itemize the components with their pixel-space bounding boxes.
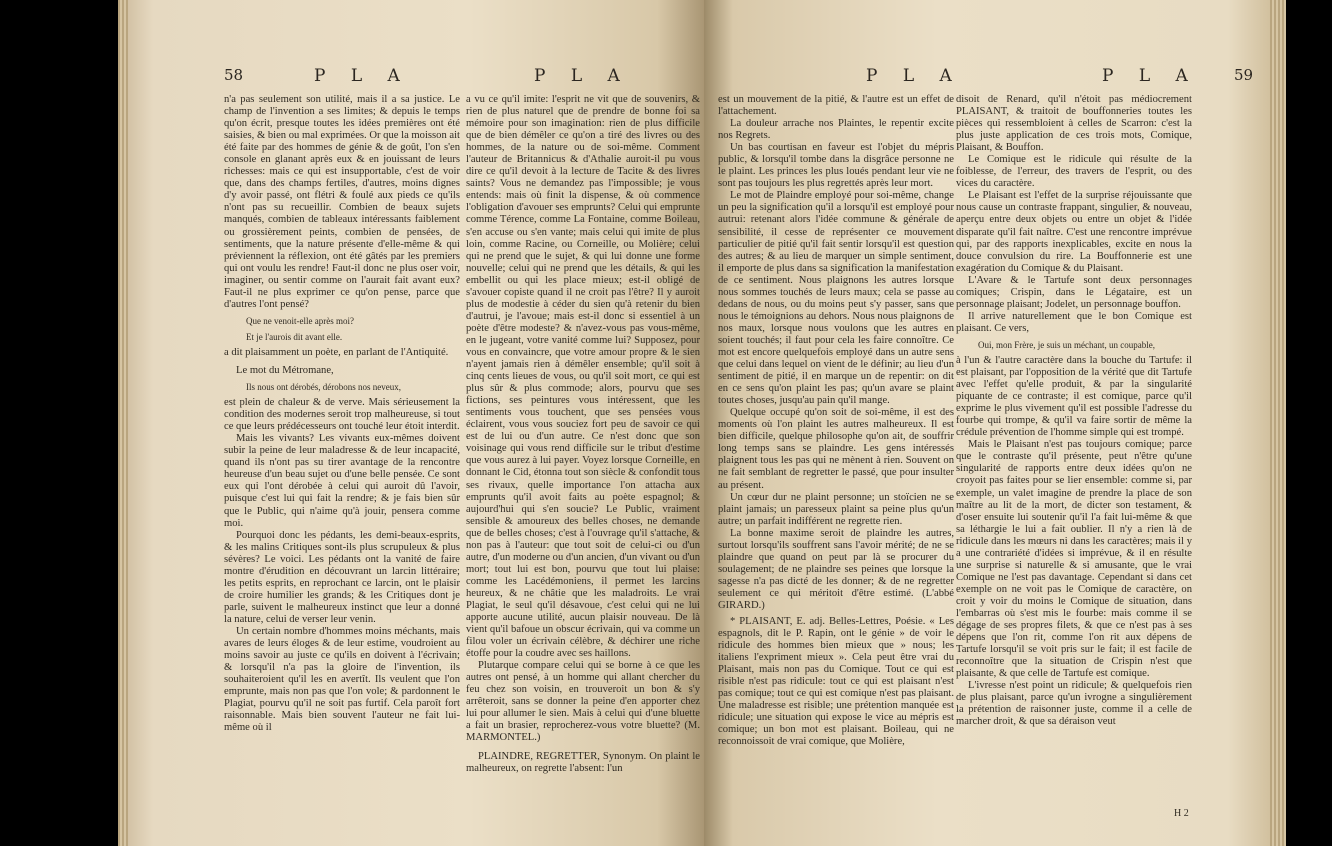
paragraph: Un certain nombre d'hommes moins méchants, mais avares de leurs éloges & de leur estime, voudroient au moins savoir au juste ce qu'ils en doivent à l'écrivain; & lorsqu'il n'a pas la gloire de l'invention, ils souhaiteroient qu'il les en avertît. Ils veulent que l'on emprunte, mais non pas que l'on vole; & pardonnent le Plagiat, pourvu qu'il ne soit pas furtif. Cela paroît fort raisonnable. Mais bien souvent l'auteur ne fait lui-même où il xyxy=(224,625,460,734)
paragraph: est plein de chaleur & de verve. Mais sérieusement la condition des modernes seroit trop malheureuse, si tout ce que leurs prédécesseurs ont touché leur étoit interdit. xyxy=(224,397,460,433)
running-head-left-a: P L A xyxy=(314,66,410,86)
paragraph: PLAINDRE, REGRETTER, Synonym. On plaint le malheureux, on regrette l'absent: l'un xyxy=(466,750,700,774)
citation-line: Ils nous ont dérobés, dérobons nos neveux, xyxy=(246,382,401,393)
right-column-1 xyxy=(718,94,954,749)
right-page xyxy=(704,0,1286,846)
paragraph: Le Plaisant est l'effet de la surprise réjouissante que nous cause un contraste frappant, singulier, & nouveau, aperçu entre deux objets ou entre un objet & l'idée disparate qu'il fait naître. C'est une rencontre imprévue qui, par des rapports inexplicables, excite en nous la douce convulsion du rire. La Bouffonnerie est une exagération du Comique & du Plaisant. xyxy=(956,190,1192,274)
paragraph: La douleur arrache nos Plaintes, le repentir excite nos Regrets. xyxy=(718,118,954,142)
left-column-2 xyxy=(466,94,700,775)
right-page-edge xyxy=(1270,0,1286,846)
paragraph: * PLAISANT, E. adj. Belles-Lettres, Poésie. « Les espagnols, dit le P. Rapin, ont le génie » de voir le ridicule des hommes bien mieux que » nous; les italiens l'expriment mieux ». Cela peut être vrai du Plaisant, mais non pas du Comique. Tout ce qui est risible n'est pas ridicule: tout ce qui est plaisant n'est pas comique; tout ce qui est comique n'est pas plaisant. Une maladresse est risible; une prétention manquée est ridicule; une situation qui expose le vice au mépris est comique; un bon mot est plaisant. Boileau, qui ne reconnoissoit de vrai comique, que Molière, xyxy=(718,616,954,748)
open-book xyxy=(118,0,1286,846)
paragraph: Pourquoi donc les pédants, les demi-beaux-esprits, & les malins Critiques sont-ils plus scrupuleux & plus sévères? Le voici. Les pédants ont la vanité de faire montre d'érudition en découvrant un larcin littéraire; les petits esprits, en reprochant ce larcin, ont le plaisir de croire humilier les grands; & les Critiques dont je parle, suivent le malheureux instinct que leur a donné la nature, celui de verser leur venin. xyxy=(224,529,460,625)
paragraph: est un mouvement de la pitié, & l'autre est un effet de l'attachement. xyxy=(718,94,954,118)
paragraph: a vu ce qu'il imite: l'esprit ne vit que de souvenirs, & rien de plus naturel que de prendre de bonne foi sa mémoire pour son imagination: rien de plus difficile que de bien démêler ce qu'on a tiré des livres ou des hommes, de la nature ou de soi-même. Comment l'auteur de Britannicus & d'Athalie auroit-il pu vous dire ce qu'il devoit à la lecture de Tacite & des livres saints? Vous ne demandez pas l'impossible; je vous entends: mais où finit la dispense, & où commence l'obligation d'avouer ses emprunts? Celui qui emprunte comme Térence, comme La Fontaine, comme Boileau, s'en accuse ou s'en vante; mais celui qui imite de plus loin, comme Racine, ou Corneille, ou Molière; celui qui ne prend que le sujet, & qui lui donne une forme nouvelle; celui qui ne prend que les détails, & qui les embellit ou qui les place mieux; est-il obligé de s'avouer copiste quand il ne croit pas l'être? Il y auroit plus de modestie à céder du sien qu'à retenir du bien d'autrui, je l'avoue; mais est-il donc si essentiel à un poète d'être modeste? & n'avez-vous pas vous-même, en le jugeant, votre vanité comme lui? Supposez, pour vous en convaincre, que votre amour propre & le sien n'ayent jamais rien à démêler ensemble; qu'il soit à cinq cents lieues de vous, ou qu'il soit mort, ce qui est plus sûr & plus commode; alors, pourvu que ses fictions, ses peintures vous intéressent, que les sentiments vous touchent, que ses pensées vous éclairent, vous vous souciez fort peu de savoir ce qui est de lui ou d'un autre. Ce n'est donc que son voisinage qui vous rend difficile sur le tribut d'estime que vous aurez à lui payer. Voyez lorsque Corneille, en donnant le Cid, étonna tout son siècle & confondit tous ses rivaux, quelle importance l'on attacha aux emprunts qu'il avoit faits au poète espagnol; & aujourd'hui qui s'en soucie? Le Public, vraiment sensible & amoureux des belles choses, ne demande que de belles choses; c'est à l'ouvrage qu'il s'attache, & non pas à l'auteur: que tout soit de celui-ci ou d'un autre, d'un moderne ou d'un ancien, d'un vivant ou d'un mort; tout lui est bon, pourvu que tout lui plaise: comme les Lacédémoniens, il permet les larcins heureux, & ne châtie que les maladroits. Le vrai Plagiat, le seul qu'il désavoue, c'est celui qui ne lui apporte aucune utilité, aucun plaisir nouveau. De là vient qu'il bafoue un obscur écrivain, qui va comme un filou voler un écrivain célèbre, & déchirer une riche étoffe pour la coudre avec ses haillons. xyxy=(466,94,700,660)
paragraph: a dit plaisamment un poète, en parlant de l'Antiquité. xyxy=(224,346,449,358)
running-head-left-b: P L A xyxy=(534,66,630,86)
paragraph: Quelque occupé qu'on soit de soi-même, il est des moments où l'on plaint les autres malheureux. Il est bien difficile, quelque philosophe qu'on ait, de souffrir long temps sans se plaindre. Les gens intéressés plaignent tous les pas qui ne mènent à rien. Souvent on ne fait semblant de regretter le passé, que pour insulter au présent. xyxy=(718,407,954,491)
left-column-1 xyxy=(224,94,460,734)
citation-line: Et je l'aurois dit avant elle. xyxy=(246,331,343,342)
paragraph: L'Avare & le Tartufe sont deux personnages comiques; Crispin, dans le Légataire, est un personnage plaisant; Jodelet, un personnage bouffon. xyxy=(956,274,1192,310)
citation-line: Oui, mon Frère, je suis un méchant, un coupable, xyxy=(978,339,1155,350)
paragraph: disoit de Renard, qu'il n'étoit pas médiocrement PLAISANT, & traitoit de bouffonneries toutes les pièces qui ressembloient à celles de Scarron: c'est la plus juste application de ces trois mots, Comique, Plaisant, & Bouffon. xyxy=(956,94,1192,154)
running-head-right-b: P L A xyxy=(1102,66,1198,86)
paragraph: La bonne maxime seroit de plaindre les autres, surtout lorsqu'ils souffrent sans l'avoir mérité; de ne se plaindre que quand on peut par là se procurer du soulagement; de ne plaindre ses peines que lorsque la sagesse n'a pas dicté de les donner; & de ne regretter seulement ce qui méritoit d'être estimé. (L'abbé GIRARD.) xyxy=(718,527,954,611)
paragraph: Le mot de Plaindre employé pour soi-même, change un peu la signification qu'il a lorsqu'il est employé pour autrui: retenant alors l'idée commune & générale de sensibilité, il cesse de représenter ce mouvement particulier de pitié qu'il fait sentir lorsqu'il est question des autres; & au lieu de marquer un simple sentiment, il emporte de plus dans sa signification la manifestation de ce sentiment. Nous plaignons les autres lorsque nous sommes touchés de leurs maux; cela se passe au dedans de nous, ou du moins peut s'y passer, sans que nous le témoignions au dehors. Nous nous plaignons de nos maux, lorsque nous voulons que les autres en soient touchés; il faut pour cela les faire connoître. Ce mot est encore quelquefois employé dans un autre sens que celui dans lequel on vient de le définir; au lieu d'un sentiment de pitié, il en marque un de repentir: on dit en ce sens qu'on plaint les pas; qu'un avare se plaint toutes choses, jusqu'au pain qu'il mange. xyxy=(718,190,954,407)
left-page xyxy=(118,0,704,846)
running-head-right-a: P L A xyxy=(866,66,962,86)
page-number-left: 58 xyxy=(224,66,244,84)
paragraph: Un cœur dur ne plaint personne; un stoïcien ne se plaint jamais; un paresseux plaint sa peine plus qu'un autre; un parfait indifférent ne regrette rien. xyxy=(718,491,954,527)
catchword: H 2 xyxy=(1174,808,1189,819)
paragraph: Le Comique est le ridicule qui résulte de la foiblesse, de l'erreur, des travers de l'esprit, ou des vices du caractère. xyxy=(956,154,1192,190)
left-page-edge xyxy=(118,0,128,846)
paragraph: Un bas courtisan en faveur est l'objet du mépris public, & lorsqu'il tombe dans la disgrâce personne ne le plaint. Les princes les plus loués pendant leur vie ne sont pas toujours les plus regrettés après leur mort. xyxy=(718,142,954,190)
page-number-right: 59 xyxy=(1234,66,1254,84)
paragraph: Mais le Plaisant n'est pas toujours comique; parce que le contraste qu'il présente, peut n'être qu'une singularité de rapports entre deux idées qu'on ne croyoit pas faites pour se lier ensemble: comme si, par exemple, un valet imagine de prendre la place de son maître au lit de la mort, de dicter son testament, & d'oser ensuite lui soutenir qu'il l'a fait lui-même & que sa léthargie le lui a fait oublier. Il n'y a rien là de ridicule dans les mœurs ni dans les caractères; mais il y a une contrariété d'idées si imprévue, & il en résulte une surprise si naturelle & si amusante, que le vrai Comique ne l'est pas davantage. Cependant si dans cet exemple on ne voit pas le Comique de caractère, on croit y voir du moins le Comique de situation, dans l'embarras où s'est mis le fourbe: mais comme il se dégage de ses propres filets, & que ce n'est pas à ses dépens que l'on rit, comme l'on rit aux dépens de Tartufe lorsqu'il se voit pris sur le fait; il est facile de reconnoître que la situation de Crispin n'est que plaisante, & que celle de Tartufe est comique. xyxy=(956,439,1192,680)
paragraph: Il arrive naturellement que le bon Comique est plaisant. Ce vers, xyxy=(956,310,1192,334)
paragraph: Plutarque compare celui qui se borne à ce que les autres ont pensé, à un homme qui allant chercher du feu chez son voisin, en trouveroit un bon & s'y arrêteroit, sans se donner la peine d'en apporter chez lui pour allumer le sien. Mais à celui qui d'une bluette a fait un brasier, reprocherez-vous votre bluette? (M. MARMONTEL.) xyxy=(466,660,700,744)
paragraph: à l'un & l'autre caractère dans la bouche du Tartufe: il est plaisant, par l'opposition de la vérité que dit Tartufe avec l'effet qu'elle produit, & par la singularité piquante de ce contraste; il est comique, parce qu'il exprime le plus vivement qu'il est possible l'adresse du fourbe qui trompe, & qu'il va faire sortir de même la crédule prévention de l'homme simple qui est trompé. xyxy=(956,354,1192,439)
right-column-2 xyxy=(956,94,1192,728)
paragraph: n'a pas seulement son utilité, mais il a sa justice. Le champ de l'invention a ses limites; & depuis le temps qu'on écrit, presque toutes les idées premières ont été saisies, & bien ou mal exprimées. Or que la moisson ait été faite par des hommes de génie & de goût, l'on s'en console en glanant après eux & en jouissant de leurs richesses: mais ce qui est insupportable, c'est de voir que, dans des champs fertiles, d'autres, moins dignes d'y avoir passé, ont flétri & foulé aux pieds ce qu'ils n'ont pas su recueillir. Combien de beaux sujets manqués, combien de tableaux intéressants faiblement ou grossièrement peints, combien de pensées, de sentiments, que la nature présente d'elle-même & qui préviennent la réflexion, ont été gâtés par les premiers qui ont voulu les rendre! Faut-il donc ne plus oser voir, imaginer, ou sentir comme on l'aurait fait avant eux? Faut-il ne plus exprimer ce qu'on pense, parce que d'autres l'ont pensé? xyxy=(224,94,460,310)
paragraph: Mais les vivants? Les vivants eux-mêmes doivent subir la peine de leur maladresse & de leur incapacité, quand ils n'ont pas su tirer avantage de la rencontre heureuse d'un beau sujet ou d'une belle pensée. Ce sont eux qui l'ont dérobée à celui qui auroit dû l'avoir, puisque c'est lui qui fait la rendre; & je fais bien sûr que le Public, qui n'aime qu'à jouir, pensera comme moi. xyxy=(224,433,460,529)
paragraph: L'ivresse n'est point un ridicule; & quelquefois rien de plus plaisant, parce qu'un ivrogne a singulièrement la prétention de raisonner juste, comme il a celle de marcher droit, & que sa déraison veut xyxy=(956,680,1192,728)
citation-line: Que ne venoit-elle après moi? xyxy=(246,315,354,326)
paragraph: Le mot du Métromane, xyxy=(236,364,334,376)
